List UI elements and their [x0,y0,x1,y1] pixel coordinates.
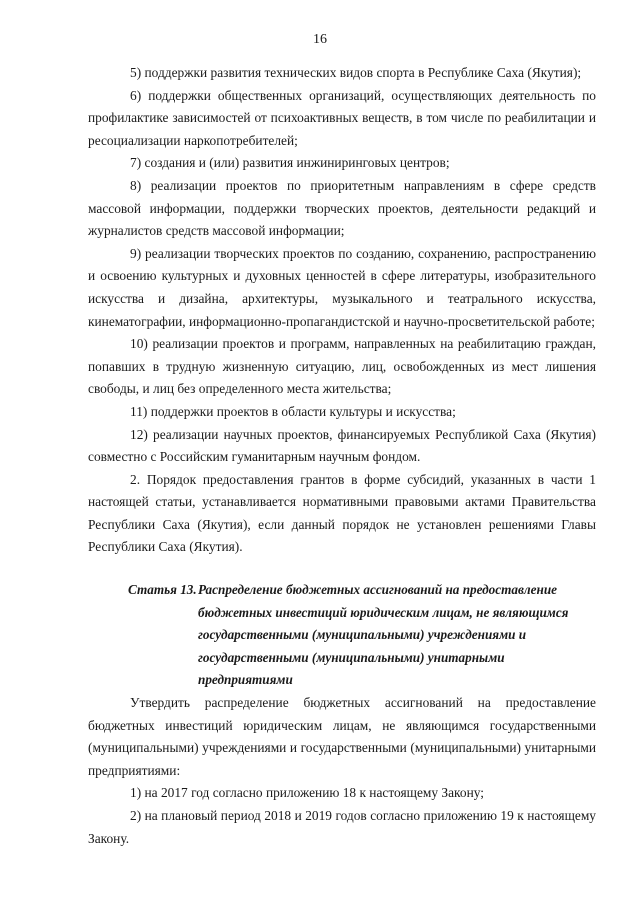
paragraph: 7) создания и (или) развития инжиниринговых центров; [130,155,450,171]
paragraph: 2. Порядок предоставления грантов в форме субсидий, указанных в части 1 настоящей статьи, устанавливается нормативными правовыми актами Правительства Республики Саха (Якутия), если данный порядок не установлен решениями Главы Республики Саха (Якутия). [88,471,596,555]
article-number: Статья 13. [128,582,197,598]
paragraph: 5) поддержки развития технических видов спорта в Республике Саха (Якутия); [130,65,582,80]
paragraph: 6) поддержки общественных организаций, осуществляющих деятельность по профилактике зависимостей от психоактивных веществ, в том числе по реабилитации и ресоциализации наркопотребителей; [88,87,596,148]
document-body [88,62,596,850]
paragraph: 12) реализации научных проектов, финансируемых Республикой Саха (Якутия) совместно с Российским гуманитарным научным фондом. [88,426,596,465]
paragraph: 9) реализации творческих проектов по созданию, сохранению, распространению и освоению культурных и духовных ценностей в сфере литературы, изобразительного искусства и дизайна, архитектуры, музыкального и театрального искусства, кинематографии, информационно-пропагандистской и научно-просветительской работе; [88,245,596,329]
article-title: Распределение бюджетных ассигнований на предоставление бюджетных инвестиций юридическим лицам, не являющимся государственными (муниципальными) учреждениями и государственными (муниципальными) унитарными предприятиями [198,582,569,688]
article-heading [88,579,596,692]
page-number: 16 [313,32,327,47]
paragraph: 8) реализации проектов по приоритетным направлениям в сфере средств массовой информации, поддержки творческих проектов, деятельности редакций и журналистов средств массовой информации; [88,177,596,239]
paragraph: 2) на плановый период 2018 и 2019 годов согласно приложению 19 к настоящему Закону. [88,808,596,846]
paragraph: 10) реализации проектов и программ, направленных на реабилитацию граждан, попавших в трудную жизненную ситуацию, лиц, освобожденных из мест лишения свободы, и лиц без определенного места жительства; [88,336,596,397]
paragraph: 1) на 2017 год согласно приложению 18 к настоящему Закону; [130,785,484,801]
paragraph: Утвердить распределение бюджетных ассигнований на предоставление бюджетных инвестиций юридическим лицам, не являющимся государственными (муниципальными) учреждениями и государственными (муниципальными) унитарными предприятиями: [88,695,596,778]
paragraph: 11) поддержки проектов в области культуры и искусства; [130,403,456,419]
